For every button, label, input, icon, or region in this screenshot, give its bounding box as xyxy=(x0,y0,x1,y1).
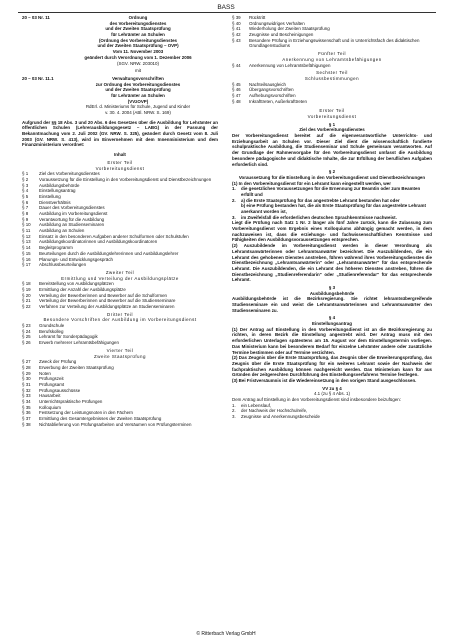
toc-item-number: § 21 xyxy=(22,298,31,304)
title1-line: (Ordnung des Vorbereitungsdienstes xyxy=(98,37,178,43)
toc-item-number: § 2 xyxy=(22,176,29,182)
toc-item xyxy=(22,304,218,310)
toc-item-number: § 28 xyxy=(22,364,31,370)
list-item-text: b) eine Prüfung bestanden hat, die als Erste Staatsprüfung für das angestrebte Lehramt anerkannt worden ist, xyxy=(241,203,426,214)
toc-item-text: Anerkennung von Lehramtsbefähigungen xyxy=(249,62,331,68)
toc-list xyxy=(232,15,432,49)
toc-item-number: § 48 xyxy=(232,98,241,104)
list-item-text: im Zweifelsfall die erforderlichen deutschen Sprachkenntnisse nachweist. xyxy=(241,214,397,220)
toc-item xyxy=(232,63,432,69)
intro-paragraph: Aufgrund der §§ 18 Abs. 3 und 20 Abs. 6 des Gesetzes über die Ausbildung für Lehrämter an öffentlichen Schulen (Lehrerausbildungsgesetz – LABG) in der Fassung der Bekanntmachung vom 2. Juli 2002 (GV. NRW. S. 325), geändert durch Gesetz vom 8. Juli 2003 (GV. NRW. S. 413), wird im Einvernehmen mit dem Innenministerium und dem Finanzministerium verordnet: xyxy=(22,119,218,148)
toc-item-number: § 33 xyxy=(22,393,31,399)
toc-item-text: Ausbildung an Schulen xyxy=(39,228,85,234)
part-subheading: Besondere Vorschriften der Ausbildung im Vorbereitungsdienst xyxy=(43,317,197,323)
toc-item-number: § 38 xyxy=(22,421,31,427)
section-text: (2) Das Zeugnis über die Erste Staatsprüfung, das Zeugnis über die Erweiterungsprüfung, das Zeugnis über die Erste Staatsprüfung für ein weiteres Lehramt sowie der Nachweis der fachpraktischen Ausbildung können nachgereicht werden. Das Ministerium kann für aus Gründen der zeitgerechten Durchführung des Einstellungsverfahrens Termine festlegen. xyxy=(232,355,432,378)
toc-item-text: Voraussetzung für die Einstellung in den Vorbereitungsdienst und Dienstbezeichnungen xyxy=(39,176,212,182)
list-item-text: a) die Erste Staatsprüfung für das angestrebte Lehramt bestanden hat oder xyxy=(241,197,400,203)
toc-item-text: Prüfungsamt xyxy=(39,381,65,387)
section-title: Ziel des Vorbereitungsdienstes xyxy=(299,127,365,133)
title2-line: (VVzOVP) xyxy=(127,98,149,104)
toc-item-number: § 17 xyxy=(22,262,31,268)
toc-item-number: § 11 xyxy=(22,228,31,234)
title1-sgv: (SGV. NRW. 203010) xyxy=(117,60,159,66)
numbered-list xyxy=(232,403,432,420)
vv-heading: VV zu § 4 xyxy=(322,385,342,391)
toc-item-number: § 3 xyxy=(22,182,29,188)
toc-item-number: § 13 xyxy=(22,239,31,245)
toc-item-number: § 44 xyxy=(232,62,241,68)
toc-item-number: § 7 xyxy=(22,205,29,211)
part-subheading: Vorbereitungsdienst xyxy=(307,114,357,119)
section-number: § 2 xyxy=(328,169,336,175)
toc-list xyxy=(232,63,432,69)
list-item-text: die gesetzlichen Voraussetzungen für die Ernennung zur Beamtin oder zum Beamten erfüllt und xyxy=(241,186,421,197)
toc-item-text: Besondere Prüfung in Erziehungswissenschaft und in Unterrichtsfach des didaktischen Grundlagenstudiums xyxy=(249,37,420,49)
toc-item xyxy=(22,262,218,268)
list-item-text: der Nachweis der Hochschulreife, xyxy=(241,408,308,414)
toc-item-text: Einstellung xyxy=(39,193,61,199)
toc-item-number: § 12 xyxy=(22,233,31,239)
toc-item xyxy=(232,38,432,49)
toc-list xyxy=(232,82,432,105)
toc-item-text: Rücktritt xyxy=(249,15,266,20)
toc-item-number: § 27 xyxy=(22,359,31,365)
toc-item-number: § 22 xyxy=(22,304,31,309)
toc-item-text: Nachteilsausgleich xyxy=(249,81,286,87)
toc-item-number: § 14 xyxy=(22,245,31,251)
toc-item-text: Festsetzung der Leistungsnoten in den Fächern xyxy=(39,410,133,416)
part-heading: Zweiter Teil xyxy=(105,269,135,275)
toc-item-text: Dauer des Vorbereitungsdienstes xyxy=(39,205,105,211)
toc-item-text: Einsatz in den besonderen Aufgaben anderer Schulformen oder Schulstufen xyxy=(39,233,189,239)
toc-item-number: § 30 xyxy=(22,376,31,382)
section-text: (1) Der Antrag auf Einstellung in den Vorbereitungsdienst ist an die Bezirksregierung zu richten, in deren Bezirk die Einstellung angestrebt wird. Der Antrag muss mit den erforderlichen Unterlagen spätestens am 15. August vor dem Einstellungstermin vorliegen. Das Ministerium kann bei besonderem Bedarf für einzelne Lehrämter andere oder zusätzliche Termine bestimmen oder auf Termine verzichten. xyxy=(232,326,432,355)
publisher-footer: © Ritterbach Verlag GmbH xyxy=(196,631,256,637)
toc-item-text: Noten xyxy=(39,370,51,376)
section-text: (1) In den Vorbereitungsdienst für ein Lehramt kann eingestellt werden, wer xyxy=(232,180,391,186)
toc-item-number: § 5 xyxy=(22,193,29,199)
rderl-line: RdErl. d. Ministeriums für Schule, Jugend und Kinder xyxy=(85,104,191,110)
toc-item-text: Ausbildungsbehörde xyxy=(39,182,80,188)
toc-item-number: § 18 xyxy=(22,281,31,287)
toc-item-text: Zeugnisse und Bescheinigungen xyxy=(249,32,314,38)
toc-item-number: § 16 xyxy=(22,256,31,262)
part-heading: Erster Teil xyxy=(319,108,345,114)
part-heading: Vierter Teil xyxy=(106,347,134,353)
toc-item-number: § 47 xyxy=(232,92,241,98)
toc-list xyxy=(22,171,218,268)
mit-label: mit xyxy=(135,68,141,74)
list-item-number: 3. xyxy=(232,214,236,220)
toc-item-text: Übergangsvorschriften xyxy=(249,87,294,93)
title1-text xyxy=(58,15,218,74)
toc-item-text: Begleitprogramm xyxy=(39,245,73,251)
title2-text xyxy=(58,76,218,116)
toc-item xyxy=(22,422,218,428)
title2-line: für Lehrämter an Schulen xyxy=(111,92,165,98)
list-item xyxy=(232,186,432,197)
toc-item-text: Prüfungszeit xyxy=(39,376,64,382)
inhalt-heading: Inhalt xyxy=(114,152,126,158)
section-number: § 3 xyxy=(328,284,336,290)
toc-item-text: Ermittlung der Anzahl der Ausbildungsplätze xyxy=(39,286,126,292)
toc-item-text: Verantwortung für die Ausbildung xyxy=(39,216,105,222)
toc-item-number: § 40 xyxy=(232,20,241,26)
rderl-line: v. 30. 4. 2004 (ABl. NRW. S. 169) xyxy=(105,110,171,115)
toc-item-text: Inkrafttreten, Außerkrafttreten xyxy=(249,98,307,104)
toc-item-text: Kolloquium xyxy=(39,404,61,410)
toc-item-text: Nichtablieferung von Prüfungsarbeiten und Versäumen von Prüfungsterminen xyxy=(39,421,192,427)
header-rule xyxy=(18,12,436,13)
list-item-number: 2. xyxy=(232,197,236,203)
toc-list xyxy=(22,323,218,346)
toc-item-text: Erwerbung der Zweiten Staatsprüfung xyxy=(39,364,114,370)
toc-item-number: § 32 xyxy=(22,387,31,393)
toc-item-text: Verteilung der Bewerberinnen und Bewerber auf die Studienseminare xyxy=(39,298,176,304)
list-item-number: 1. xyxy=(232,402,236,408)
title1-line: Ordnung xyxy=(128,15,148,20)
toc-item-text: Prüfungsausschüsse xyxy=(39,387,81,393)
part-heading: Fünfter Teil xyxy=(318,51,346,57)
toc-item-text: Zweck der Prüfung xyxy=(39,359,77,365)
toc-item-number: § 36 xyxy=(22,410,31,416)
toc-item-number: § 1 xyxy=(22,171,29,177)
section-number: § 1 xyxy=(328,121,336,127)
title1-number: 20 – 03 Nr. 11 xyxy=(22,15,50,20)
title1-line: des Vorbereitungsdienstes xyxy=(109,20,167,26)
part-subheading: Schlussbestimmungen xyxy=(304,75,360,81)
title2-number: 20 – 03 Nr. 11.1 xyxy=(22,75,54,81)
list-item-number: 3. xyxy=(232,414,236,420)
toc-item-text: Dienstverhältnis xyxy=(39,199,71,205)
toc-item-text: Grundschule xyxy=(39,323,65,329)
toc-item-number: § 8 xyxy=(22,211,29,216)
section-text: (3) Bei Fristversäumnis ist die Wiedereinsetzung in den vorigen Stand ausgeschlossen. xyxy=(232,377,417,383)
list-item xyxy=(232,203,432,214)
toc-item-text: Ziel des Vorbereitungsdienstes xyxy=(39,171,100,177)
toc-item-text: Ordnungswidriges Verhalten xyxy=(249,20,305,26)
toc-item xyxy=(22,340,218,346)
part-subheading: Anerkennung von Lehramtsbefähigungen xyxy=(282,56,382,62)
list-item-text: ein Lebenslauf, xyxy=(241,402,272,408)
section-text: Liegt die Prüfung nach Satz 1 Nr. 2 länger als fünf Jahre zurück, kann die Zulassung zum Vorbereitungsdienst vom Ergebnis eines Kolloquiums abhängig gemacht werden, in dem nachzuweisen ist, dass die erziehungs- und fachwissenschaftlichen Kenntnisse und Fähigkeiten den Ausbildungsvoraussetzungen entsprechen. xyxy=(232,220,432,243)
title1-line: für Lehrämter an Schulen xyxy=(111,32,165,38)
part-subheading: Ermittlung und Verteilung der Ausbildungsplätze xyxy=(61,275,179,281)
toc-item-text: Wiederholung der Zweiten Staatsprüfung xyxy=(249,26,330,32)
toc-list xyxy=(22,359,218,427)
toc-item xyxy=(232,99,432,105)
list-item-text: Zeugnisse und Anerkennungsbescheide xyxy=(241,414,320,420)
toc-item-number: § 31 xyxy=(22,381,31,387)
toc-item-number: § 35 xyxy=(22,404,31,410)
toc-item-number: § 41 xyxy=(232,26,241,32)
toc-item-text: Aufhebungsvorschriften xyxy=(249,92,296,98)
toc-item-text: Ausbildungskoordinatorinnen und Ausbildungskoordinatoren xyxy=(39,239,158,245)
toc-item-number: § 24 xyxy=(22,328,31,334)
list-item-number xyxy=(232,203,241,214)
toc-item-text: Lehramt für Sonderpädagogik xyxy=(39,334,98,340)
toc-item-number: § 4 xyxy=(22,188,29,194)
vv-subheading: 4.1 (zu § 4 Abs. 1) xyxy=(313,391,350,397)
toc-item-number: § 19 xyxy=(22,286,31,292)
toc-item-text: Planungs- und Entwicklungsgespräch xyxy=(39,256,114,262)
numbered-list xyxy=(232,186,432,220)
toc-item-text: Verfahren zur Verteilung der Ausbildungsplätze an Studienseminaren xyxy=(39,304,175,309)
right-column xyxy=(232,15,432,420)
title1-line: und der Zweiten Staatsprüfung xyxy=(105,26,171,32)
toc-item-number: § 6 xyxy=(22,199,29,205)
section-title: Ausbildungsbehörde xyxy=(309,290,355,296)
list-item xyxy=(232,414,432,420)
toc-item-text: Unterrichtspraktische Prüfungen xyxy=(39,399,103,404)
toc-item-number: § 25 xyxy=(22,334,31,340)
part-subheading: Vorbereitungsdienst xyxy=(95,165,145,171)
list-item-number: 1. xyxy=(232,186,236,192)
section-title: Voraussetzung für die Einstellung in den Vorbereitungsdienst und Dienstbezeichnungen xyxy=(238,174,426,180)
section-text: (2) Auszubildende im Vorbereitungsdienst werden in dieser Verordnung als Lehramtsanwärterinnen oder Lehramtsanwärter bezeichnet. Die Auszubildenden, die ein Lehramt des gehobenen Dienstes anstreben, führen während ihres Vorbereitungsdienstes die Dienstbezeichnung „Lehramtsanwärterin" oder „Lehramtsanwärter" für das entsprechende Lehramt. Die Auszubildenden, die ein Lehramt des höheren Dienstes anstreben, führen die Dienstbezeichnung „Studienreferendarin" oder „Studienreferendar" für das entsprechende Lehramt. xyxy=(232,243,432,283)
section-title: Einstellungsantrag xyxy=(312,321,352,327)
section-number: § 4 xyxy=(328,315,336,321)
toc-list xyxy=(22,281,218,309)
part-heading: Sechster Teil xyxy=(316,70,348,76)
title2-line: und der Zweiten Staatsprüfung xyxy=(105,87,171,93)
toc-item-number: § 34 xyxy=(22,399,31,404)
toc-item-number: § 39 xyxy=(232,15,241,20)
toc-item-text: Verteilung der Bewerberinnen und Bewerber auf die Schulformen xyxy=(39,292,168,298)
title1-amendment: geändert durch Verordnung vom 1. Dezember 2006 xyxy=(84,54,192,60)
toc-item-text: Ausbildung im Vorbereitungsdienst xyxy=(39,211,108,216)
list-item-number: 2. xyxy=(232,408,236,414)
toc-item-text: Ermittlung des Gesamtergebnisses der Zweiten Staatsprüfung xyxy=(39,416,162,422)
toc-item-number: § 26 xyxy=(22,340,31,346)
toc-item-text: Einstellungsantrag xyxy=(39,188,76,194)
left-column xyxy=(22,15,218,427)
toc-item-number: § 46 xyxy=(232,87,241,93)
title2-line: zur Ordnung des Vorbereitungsdienstes xyxy=(95,81,181,87)
toc-item-number: § 37 xyxy=(22,416,31,422)
title1-block xyxy=(22,15,218,74)
toc-item-number: § 29 xyxy=(22,370,31,376)
toc-item-number: § 15 xyxy=(22,250,31,256)
toc-item-number: § 10 xyxy=(22,222,31,228)
title1-line: und der Zweiten Staatsprüfung – OVP) xyxy=(97,43,179,49)
toc-item-text: Beurteilungen durch die Ausbildungslehrerinnen und Ausbildungslehrer xyxy=(39,250,179,256)
part-subheading: Zweite Staatsprüfung xyxy=(94,353,146,359)
toc-item-number: § 9 xyxy=(22,216,29,222)
toc-item-text: Berufskolleg xyxy=(39,328,64,334)
toc-item-number: § 20 xyxy=(22,292,31,298)
part-heading: Erster Teil xyxy=(107,159,133,165)
title2-line: Verwaltungsvorschriften xyxy=(112,75,164,81)
toc-item-text: Hausarbeit xyxy=(39,393,61,399)
page-header: BASS xyxy=(217,4,235,11)
title2-block xyxy=(22,76,218,116)
section-text: Der Vorbereitungsdienst bereitet auf die eigenverantwortliche Unterrichts- und Erziehungsarbeit an Schulen vor. Dieser Ziel dient die wissenschaftlich fundierte schulpraktische Ausbildung, die Studienseminar und Schule gemeinsam verantworten. Auf der Grundlage der Rahmenvorgabe für den Vorbereitungsdienst umfasst die Ausbildung besondere pädagogische und didaktische Inhalte, die zur Erfüllung der beruflichen Aufgaben erforderlich sind. xyxy=(232,133,432,167)
toc-item-text: Erwerb mehrerer Lehramtsbefähigungen xyxy=(39,340,119,346)
toc-item-text: Abschlussbeurteilungen xyxy=(39,262,87,268)
part-heading: Dritter Teil xyxy=(107,311,133,317)
vv-text: Dem Antrag auf Einstellung in den Vorbereitungsdienst sind insbesondere beizufügen: xyxy=(232,397,401,402)
toc-item-number: § 43 xyxy=(232,37,241,43)
toc-item-number: § 45 xyxy=(232,81,241,87)
toc-item-number: § 23 xyxy=(22,323,31,329)
toc-item-number: § 42 xyxy=(232,32,241,38)
toc-item-text: Bereitstellung von Ausbildungsplätzen xyxy=(39,281,114,287)
toc-item-text: Ausbildung an Studienseminaren xyxy=(39,222,105,228)
title1-date: Vom 11. November 2003 xyxy=(112,49,164,55)
section-text: Ausbildungsbehörde ist die Bezirksregierung. Sie richtet lehramtsübergreifende Studienseminare ein und weist die Lehramtsanwärterinnen und Lehramtsanwärter den Studienseminaren zu. xyxy=(232,296,432,313)
